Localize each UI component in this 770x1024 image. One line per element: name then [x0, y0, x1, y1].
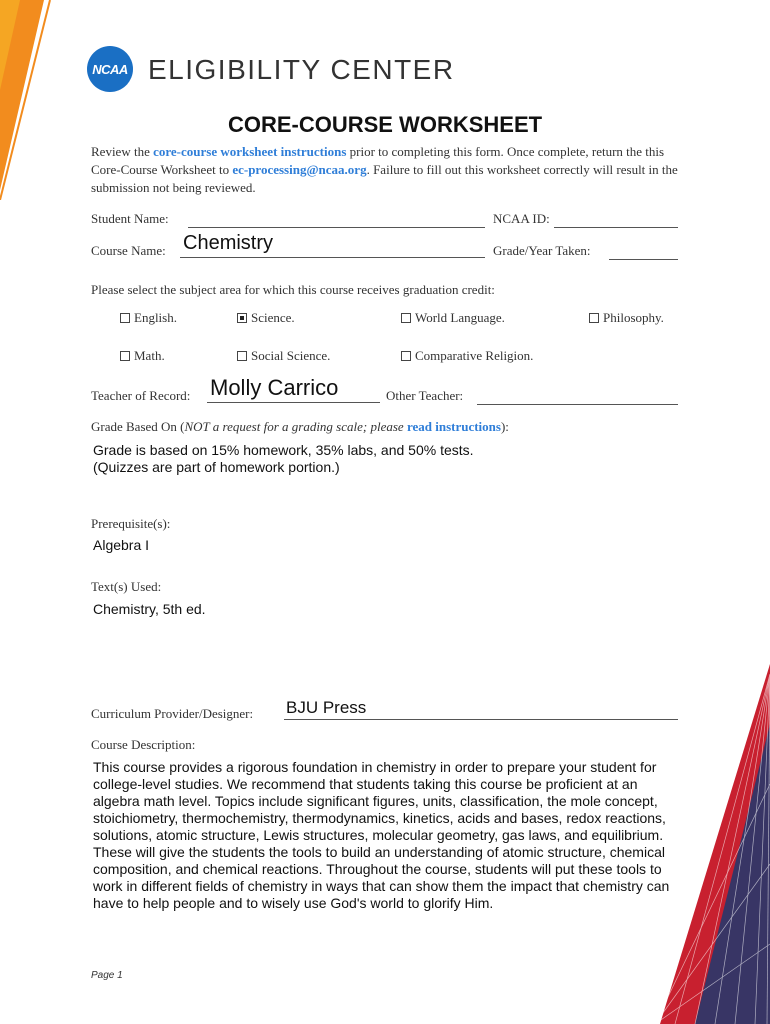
checkbox-icon[interactable]: [120, 313, 130, 323]
option-label: Social Science.: [251, 348, 331, 363]
label-text: ):: [500, 419, 509, 434]
grade-based-label: [91, 419, 509, 435]
prerequisite-field[interactable]: Algebra I: [93, 537, 150, 553]
course-description-field[interactable]: This course provides a rigorous foundation in chemistry in order to prepare your student for college-level studies. We recommend that students taking this course be proficient at an algebra math level. Topics include significant figures, units, classification, the mole concept, stoichiometry, thermochemistry, thermodynamics, kinetics, acids and bases, redox reactions, solutions, atomic structure, Lewis structures, molecular geometry, gas laws, and equilibrium. These will give the students the tools to build an understanding of atomic structure, chemical composition, and chemical reactions. Throughout the course, students will put these tools to work in different fields of chemistry in ways that can show them the impact that chemistry can have to help people and to wisely use God's world to glorify Him.: [93, 759, 670, 911]
intro-paragraph: [91, 143, 681, 197]
student-name-label: Student Name:: [91, 211, 169, 226]
subject-option-philosophy[interactable]: [589, 310, 664, 326]
option-label: Science.: [251, 310, 295, 325]
option-label: Philosophy.: [603, 310, 664, 325]
texts-used-label: Text(s) Used:: [91, 579, 162, 594]
subject-option-world-language[interactable]: [401, 310, 505, 326]
student-name-field[interactable]: [188, 212, 485, 228]
email-link[interactable]: ec-processing@ncaa.org: [232, 162, 367, 177]
checkbox-checked-icon[interactable]: [237, 313, 247, 323]
label-text: Grade Based On (: [91, 419, 185, 434]
curriculum-provider-field[interactable]: BJU Press: [284, 698, 678, 720]
grade-year-label: Grade/Year Taken:: [493, 243, 591, 258]
label-italic-text: NOT a request for a grading scale; please: [184, 419, 407, 434]
option-label: English.: [134, 310, 177, 325]
subject-option-social-science[interactable]: [237, 348, 330, 364]
course-name-field[interactable]: Chemistry: [180, 232, 485, 258]
intro-text: . Failure to fill out this worksheet correctly will result in the submission not being reviewed.: [91, 162, 678, 195]
option-label: World Language.: [415, 310, 505, 325]
page-title: CORE-COURSE WORKSHEET: [227, 112, 543, 137]
other-teacher-field[interactable]: [477, 389, 678, 405]
checkbox-icon[interactable]: [120, 351, 130, 361]
logo-text: NCAA: [92, 61, 128, 77]
course-description-label: Course Description:: [91, 737, 196, 752]
instructions-link[interactable]: core-course worksheet instructions: [153, 144, 347, 159]
subject-prompt: Please select the subject area for which this course receives graduation credit:: [91, 282, 495, 297]
curriculum-provider-label: Curriculum Provider/Designer:: [91, 706, 254, 721]
intro-text: prior to completing this form. Once complete, return the this Core-Course Worksheet to: [91, 144, 665, 177]
checkbox-icon[interactable]: [589, 313, 599, 323]
texts-used-field[interactable]: Chemistry, 5th ed.: [93, 601, 206, 617]
grade-based-line: Grade is based on 15% homework, 35% labs, and 50% tests.: [93, 442, 474, 458]
subject-option-math[interactable]: [120, 348, 165, 364]
subject-option-science[interactable]: [237, 310, 295, 326]
grade-year-field[interactable]: [609, 244, 678, 260]
other-teacher-label: Other Teacher:: [386, 388, 464, 403]
intro-text: Review the: [91, 144, 154, 159]
top-left-stripes-graphic: [0, 0, 60, 200]
grade-based-field[interactable]: [93, 442, 474, 476]
teacher-record-label: Teacher of Record:: [91, 388, 191, 403]
prerequisite-label: Prerequisite(s):: [91, 516, 171, 531]
subject-option-english[interactable]: [120, 310, 177, 326]
ncaa-id-field[interactable]: [554, 212, 678, 228]
course-name-label: Course Name:: [91, 243, 166, 258]
ncaa-logo: [87, 46, 133, 92]
org-title: ELIGIBILITY CENTER: [148, 54, 455, 85]
read-instructions-link[interactable]: read instructions: [406, 419, 501, 434]
option-label: Math.: [134, 348, 165, 363]
checkbox-icon[interactable]: [401, 313, 411, 323]
grade-based-line: (Quizzes are part of homework portion.): [93, 459, 340, 475]
teacher-record-field[interactable]: Molly Carrico: [207, 375, 380, 403]
ncaa-id-label: NCAA ID:: [493, 211, 550, 226]
option-label: Comparative Religion.: [415, 348, 534, 363]
subject-option-comparative-religion[interactable]: [401, 348, 533, 364]
checkbox-icon[interactable]: [401, 351, 411, 361]
page-number: Page 1: [91, 970, 123, 981]
checkbox-icon[interactable]: [237, 351, 247, 361]
